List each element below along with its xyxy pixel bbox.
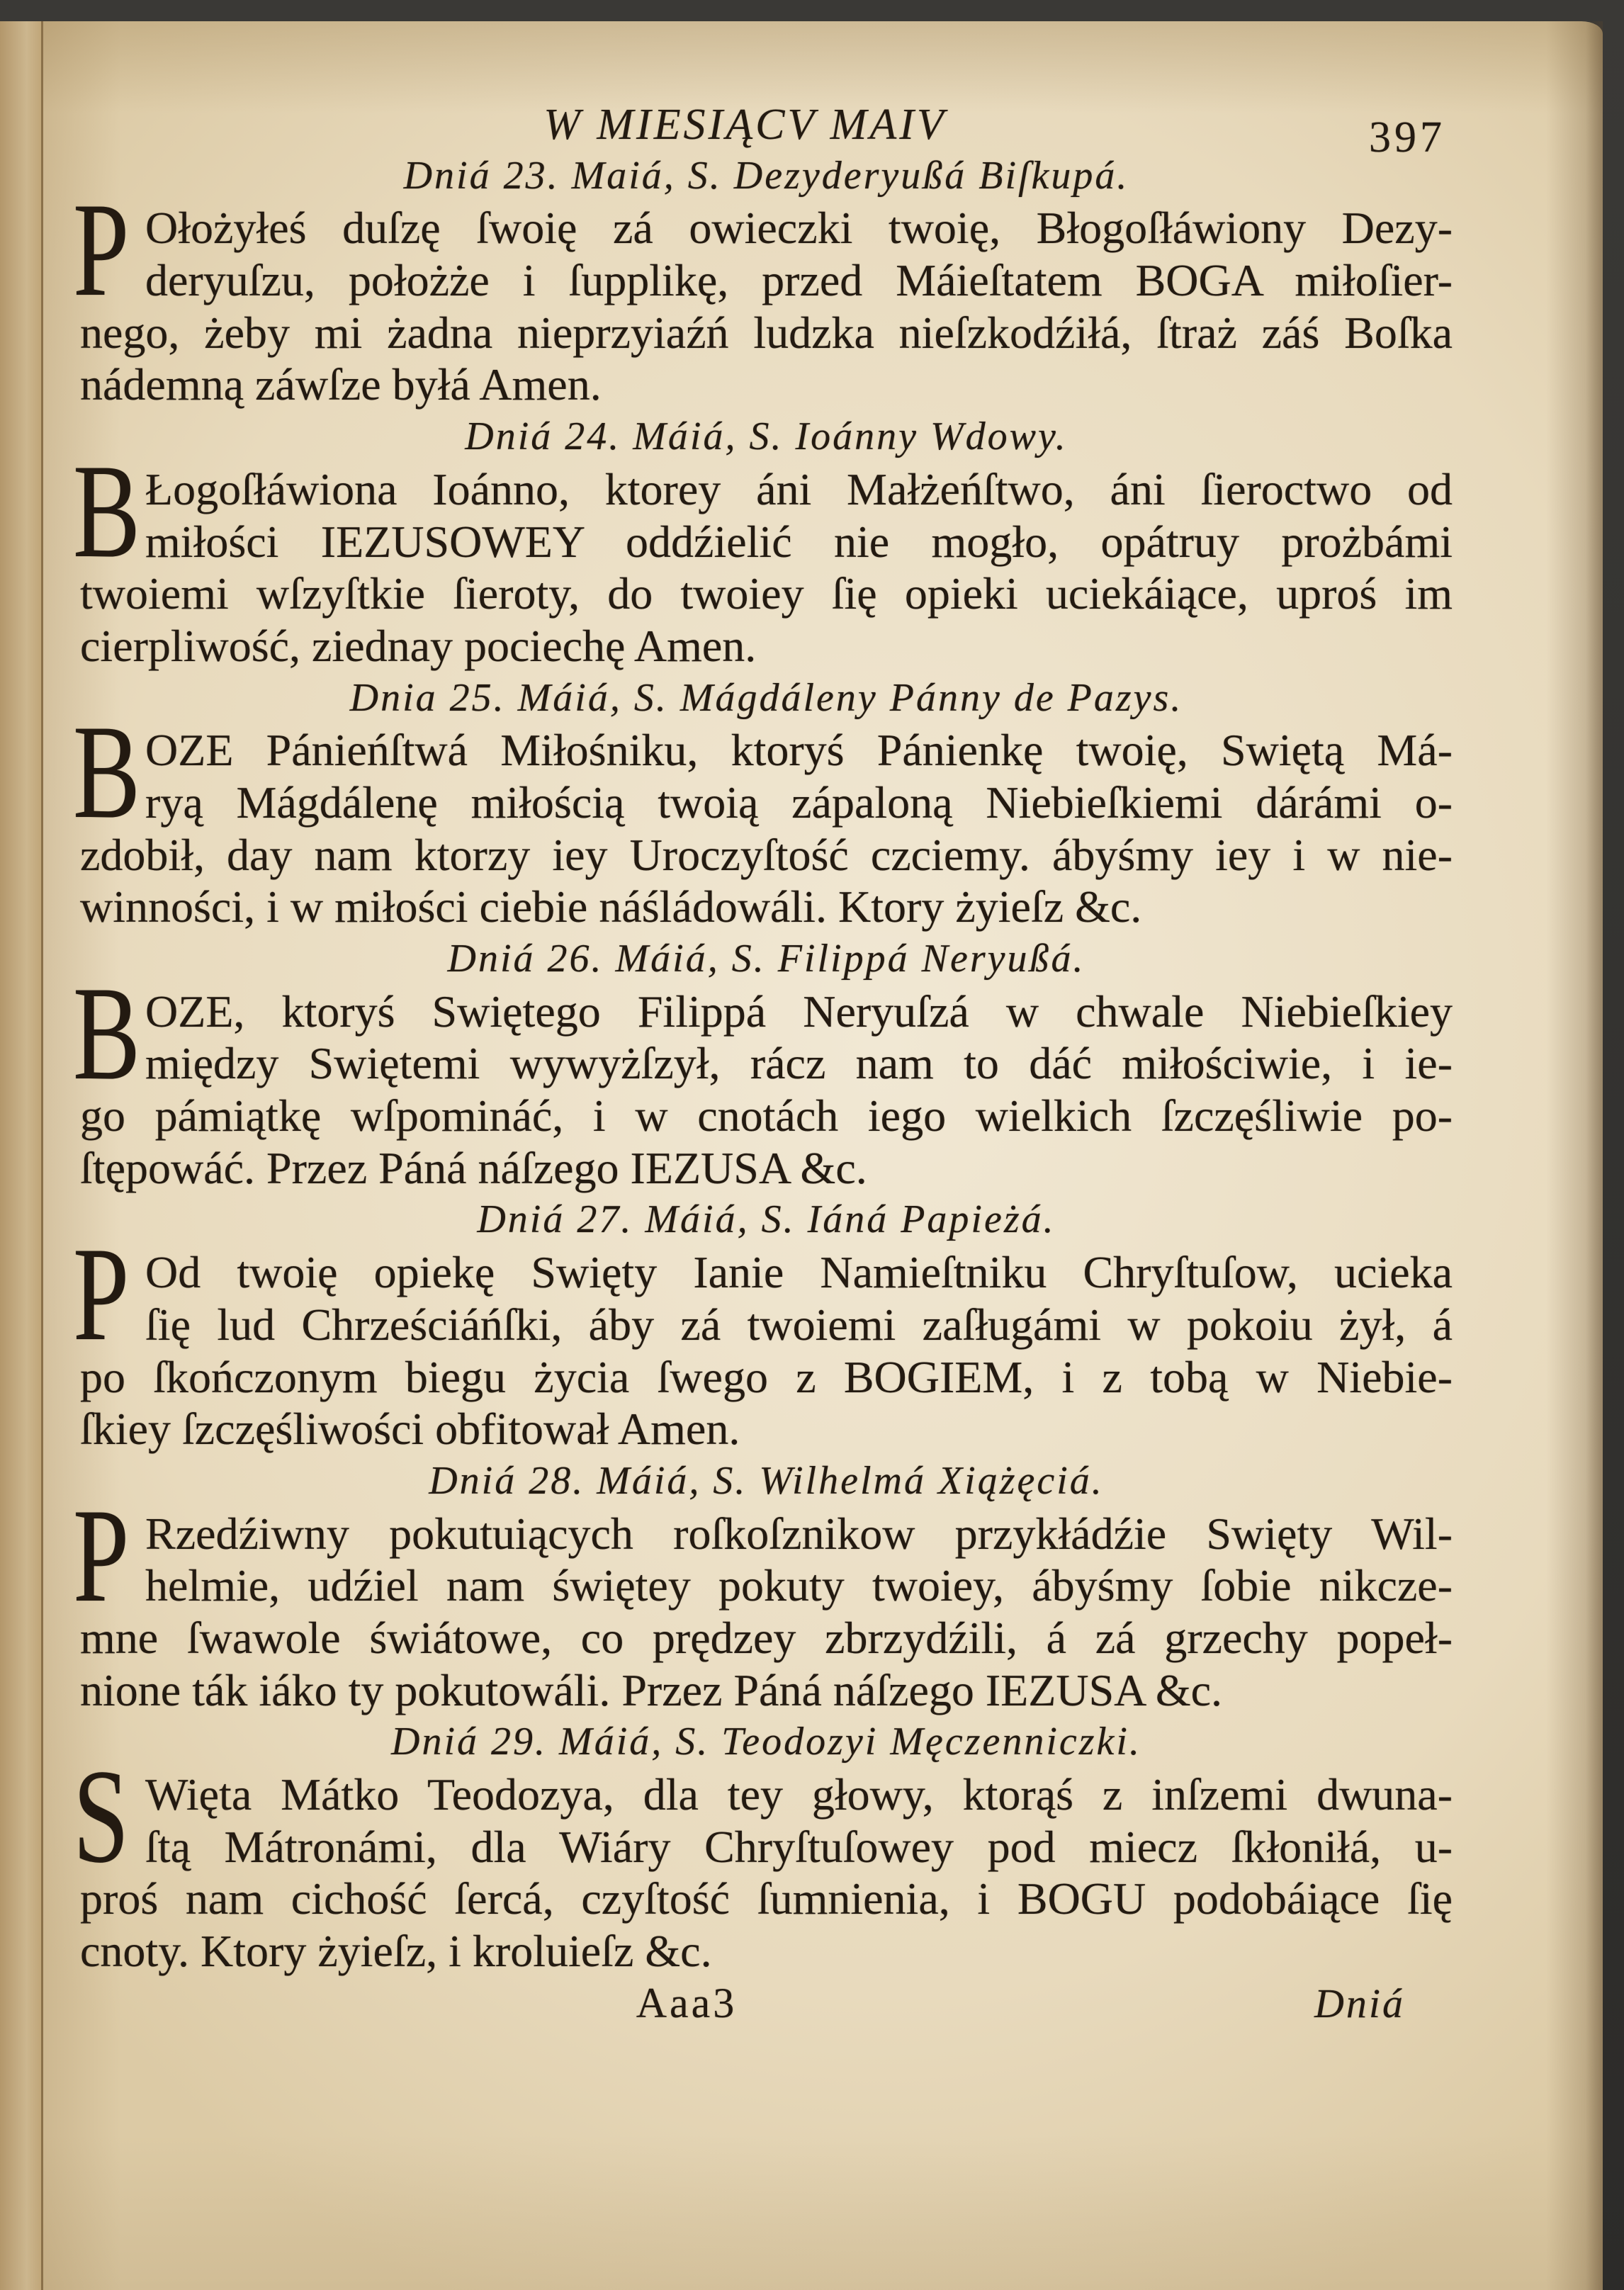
text-line: Więta Mátko Teodozya, dla tey głowy, ktorąś z inſzemi dwuna- — [145, 1769, 1453, 1820]
running-head: W MIESIĄCV MAIV — [543, 101, 947, 149]
running-head-line — [80, 98, 1453, 162]
page-footer — [80, 1978, 1453, 2030]
date-heading: Dniá 26. Máiá, S. Filippá Neryußá. — [447, 937, 1086, 981]
text-line: miłości IEZUSOWEY oddźielić nie mogło, opátruy prożbámi — [145, 516, 1453, 567]
prayer-paragraph — [73, 176, 1453, 411]
text-line: Od twoię opiekę Swięty Ianie Namieſtniku Chryſtuſow, ucieka — [145, 1247, 1453, 1298]
text-line: helmie, udźiel nam świętey pokuty twoiey, ábyśmy ſobie nikcze- — [145, 1560, 1453, 1611]
text-line: ſię lud Chrześciáńſki, áby zá twoiemi zaſługámi w pokoiu żył, á — [145, 1299, 1453, 1350]
prayer-paragraph — [73, 1220, 1453, 1455]
text-column — [73, 98, 1453, 2029]
catchword: Dniá — [1314, 1980, 1405, 2026]
signature-mark: Aaa3 — [636, 1979, 738, 2026]
page-number: 397 — [1369, 113, 1445, 162]
drop-cap-initial: B — [73, 436, 141, 586]
drop-cap-initial: P — [73, 1220, 130, 1370]
drop-cap-initial: P — [73, 176, 130, 325]
drop-cap-initial: B — [73, 959, 141, 1108]
text-line: nione ták iáko ty pokutowáli. Przez Páná náſzego IEZUSA &c. — [80, 1664, 1223, 1715]
text-line: Łogoſłáwiona Ioánno, ktorey áni Małżeńſtwo, áni ſieroctwo od — [145, 463, 1453, 514]
text-line: mne ſwawole świátowe, co prędzey zbrzydźili, á zá grzechy popeł- — [80, 1612, 1453, 1663]
text-line: ſkiey ſzczęśliwości obfitował Amen. — [80, 1404, 740, 1455]
text-line: cnoty. Ktory żyieſz, i kroluieſz &c. — [80, 1926, 712, 1977]
drop-cap-initial: B — [73, 698, 141, 847]
text-line: OZE, ktoryś Swiętego Filippá Neryuſzá w chwale Niebieſkiey — [145, 986, 1453, 1037]
prayer-paragraph — [73, 698, 1453, 933]
drop-cap-initial: P — [73, 1481, 130, 1630]
text-line: OZE Pánieńſtwá Miłośniku, ktoryś Pánienkę twoię, Swiętą Má- — [145, 725, 1453, 776]
text-line: cierpliwość, ziednay pociechę Amen. — [80, 620, 757, 671]
text-line: nego, żeby mi żadna nieprzyiaźń ludzka nieſzkodźiłá, ſtraż záś Boſka — [80, 307, 1453, 358]
text-line: twoiemi wſzyſtkie ſieroty, do twoiey ſię opieki uciekáiące, uproś im — [80, 568, 1453, 619]
text-line: ſtępowáć. Przez Páná náſzego IEZUSA &c. — [80, 1142, 867, 1193]
text-line: po ſkończonym biegu życia ſwego z BOGIEM, i z tobą w Niebie- — [80, 1351, 1453, 1402]
date-heading: Dniá 23. Maiá, S. Dezyderyußá Biſkupá. — [403, 153, 1129, 198]
text-line: winności, i w miłości ciebie náśládowáli. Ktory żyieſz &c. — [80, 881, 1142, 932]
drop-cap-initial: S — [73, 1742, 130, 1891]
text-line: go pámiątkę wſpomináć, i w cnotách iego wielkich ſzczęśliwie po- — [80, 1090, 1453, 1141]
prayer-paragraph — [73, 1481, 1453, 1717]
text-line: Ołożyłeś duſzę ſwoię zá owieczki twoię, Błogoſłáwiony Dezy- — [145, 203, 1453, 254]
text-line: ſtą Mátronámi, dla Wiáry Chryſtuſowey pod miecz ſkłoniłá, u- — [145, 1821, 1453, 1872]
text-line: proś nam cichość ſercá, czyſtość ſumnienia, i BOGU podobáiące ſię — [80, 1873, 1453, 1924]
text-line: między Swiętemi wywyżſzył, rácz nam to dáć miłościwie, i ie- — [145, 1038, 1453, 1089]
date-heading: Dniá 29. Máiá, S. Teodozyi Męczenniczki. — [391, 1720, 1141, 1764]
date-heading: Dniá 24. Máiá, S. Ioánny Wdowy. — [465, 414, 1068, 459]
page-edge-shadow — [1586, 21, 1603, 2290]
text-line: zdobił, day nam ktorzy iey Uroczyſtość czciemy. ábyśmy iey i w nie- — [80, 829, 1453, 880]
text-line: deryuſzu, położże i ſupplikę, przed Máieſtatem BOGA miłoſier- — [145, 255, 1453, 306]
text-line: nádemną záwſze byłá Amen. — [80, 359, 602, 410]
text-line: Rzedźiwny pokutuiących roſkoſznikow przykłádźie Swięty Wil- — [145, 1508, 1453, 1559]
binding-gutter — [0, 21, 43, 2290]
date-heading: Dniá 27. Máiá, S. Iáná Papieżá. — [477, 1197, 1056, 1242]
text-line: ryą Mágdálenę miłością twoią zápaloną Niebieſkiemi dárámi o- — [145, 777, 1453, 828]
date-heading: Dniá 28. Máiá, S. Wilhelmá Xiążęciá. — [429, 1458, 1104, 1503]
book-page — [0, 21, 1603, 2290]
date-heading: Dnia 25. Máiá, S. Mágdáleny Pánny de Pazys. — [349, 675, 1183, 720]
